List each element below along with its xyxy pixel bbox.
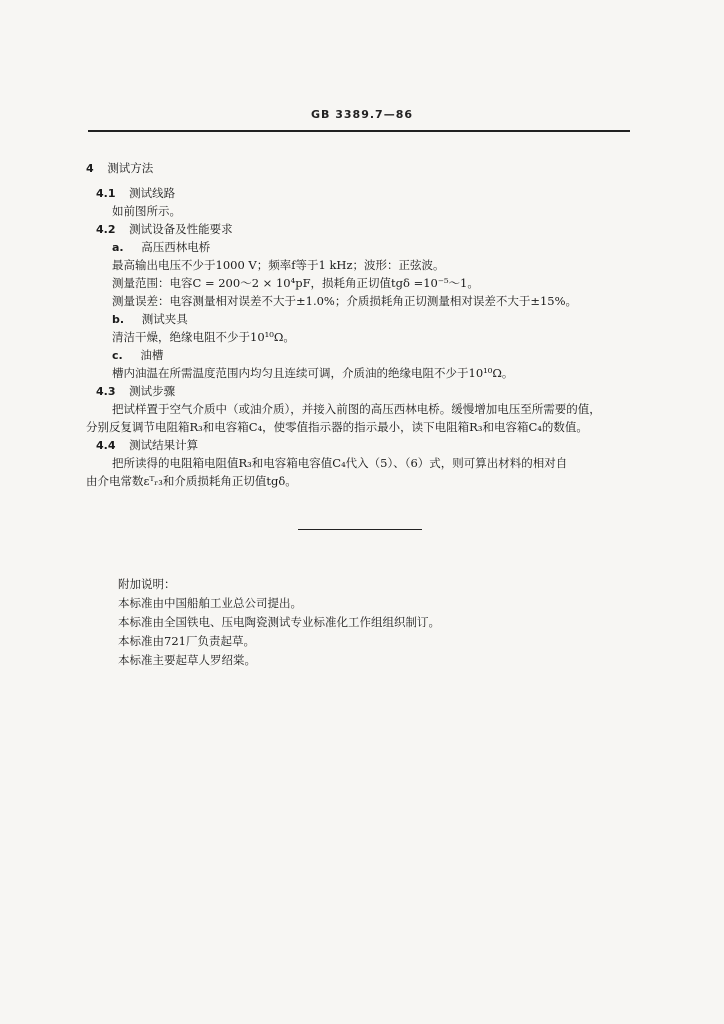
paragraph: 测量误差：电容测量相对误差不大于±1.0%；介质损耗角正切测量相对误差不大于±15%。: [112, 294, 578, 308]
standard-code-header: GB 3389.7—86: [311, 108, 413, 121]
section-4-heading: [86, 160, 153, 177]
paragraph: 如前图所示。: [112, 204, 181, 218]
subsection-title: 测试步骤: [129, 384, 176, 398]
paragraph: 清洁干燥，绝缘电阻不少于10¹⁰Ω。: [112, 330, 295, 344]
appendix-line: 本标准由中国船舶工业总公司提出。: [118, 596, 302, 610]
item-title: 油槽: [140, 348, 164, 362]
header-rule: [88, 130, 630, 132]
paragraph: 槽内油温在所需温度范围内均匀且连续可调，介质油的绝缘电阻不少于10¹⁰Ω。: [112, 366, 514, 380]
subsection-number: 4.2: [96, 223, 116, 236]
paragraph: 把试样置于空气介质中（或油介质），并接入前图的高压西林电桥。缓慢增加电压至所需要的值，: [112, 402, 601, 416]
subsection-4-2-heading: [96, 221, 233, 238]
item-title: 测试夹具: [141, 312, 188, 326]
paragraph: 测量范围：电容C = 200～2 × 10⁴pF，损耗角正切值tgδ =10⁻⁵～1。: [112, 276, 479, 290]
paragraph: 分别反复调节电阻箱R₃和电容箱C₄，使零值指示器的指示最小，读下电阻箱R₃和电容箱C₄的数值。: [86, 420, 588, 434]
appendix-line: 本标准由721厂负责起草。: [118, 634, 255, 648]
subsection-title: 测试设备及性能要求: [129, 222, 233, 236]
item-label: a.: [112, 241, 124, 254]
appendix-line: 本标准主要起草人罗绍棠。: [118, 653, 256, 667]
item-label: b.: [112, 313, 125, 326]
subsection-4-1-heading: [96, 185, 175, 202]
section-number: 4: [86, 162, 94, 175]
item-a-heading: [112, 239, 210, 256]
subsection-4-4-heading: [96, 437, 198, 454]
paragraph: 把所读得的电阻箱电阻值R₃和电容箱电容值C₄代入（5）、（6）式，则可算出材料的相对自: [112, 456, 568, 470]
item-title: 高压西林电桥: [141, 240, 211, 254]
item-c-heading: [112, 347, 163, 364]
subsection-number: 4.3: [96, 385, 116, 398]
subsection-4-3-heading: [96, 383, 175, 400]
subsection-number: 4.4: [96, 439, 116, 452]
item-b-heading: [112, 311, 188, 328]
subsection-number: 4.1: [96, 187, 116, 200]
section-separator: [298, 529, 422, 530]
appendix-line: 本标准由全国铁电、压电陶瓷测试专业标准化工作组组织制订。: [118, 615, 440, 629]
paragraph: 由介电常数εᵀᵣ₃和介质损耗角正切值tgδ。: [86, 474, 297, 488]
subsection-title: 测试线路: [129, 186, 176, 200]
subsection-title: 测试结果计算: [129, 438, 199, 452]
appendix-title: 附加说明：: [118, 577, 176, 591]
section-title: 测试方法: [107, 161, 154, 175]
item-label: c.: [112, 349, 123, 362]
paragraph: 最高输出电压不少于1000 V；频率f等于1 kHz；波形：正弦波。: [112, 258, 445, 272]
